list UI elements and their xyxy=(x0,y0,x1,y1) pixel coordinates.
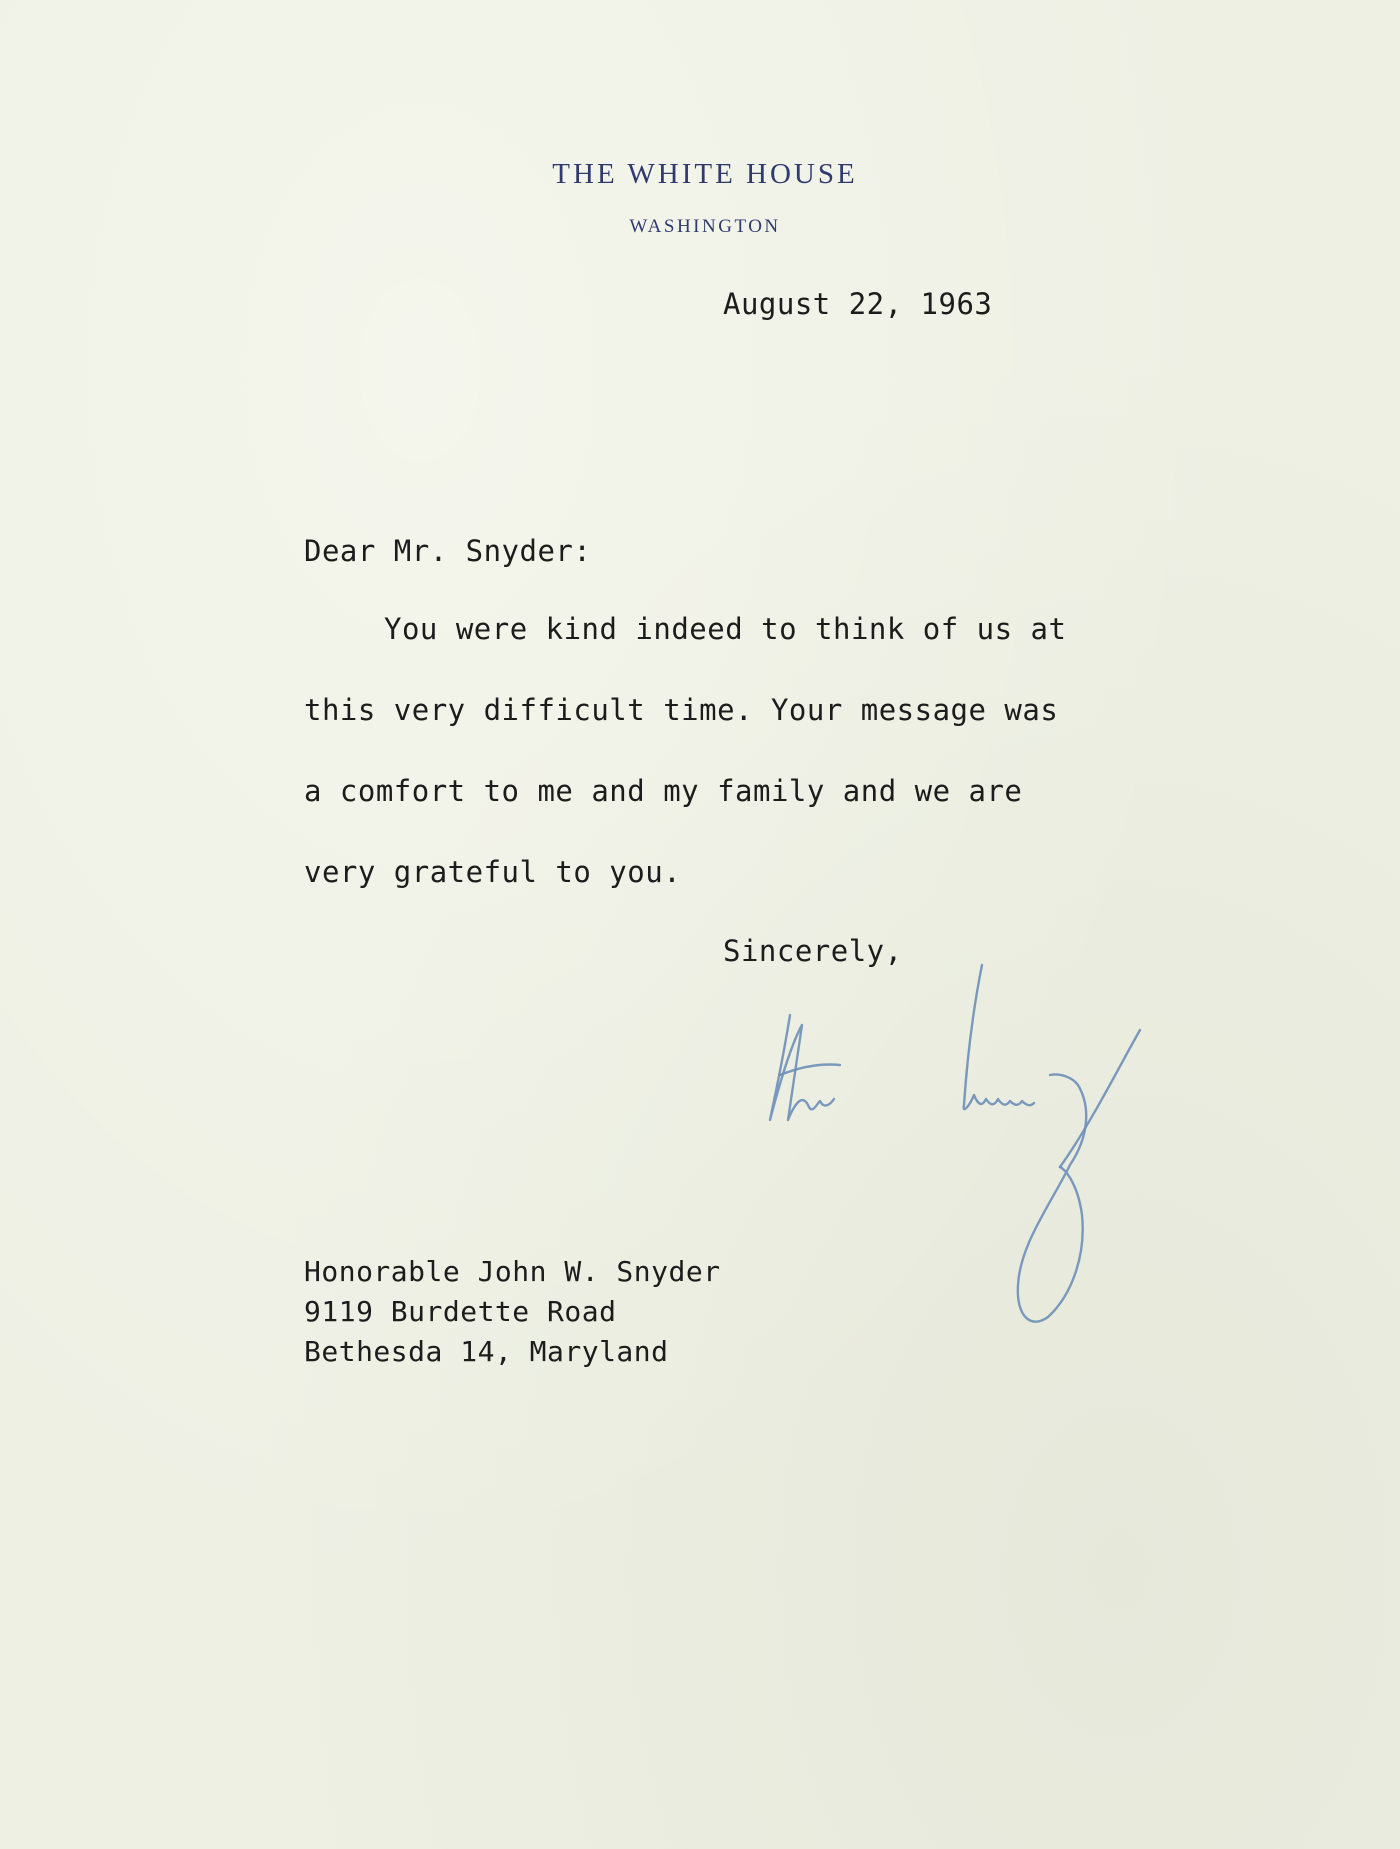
recipient-city: Bethesda 14, Maryland xyxy=(304,1335,669,1368)
salutation: Dear Mr. Snyder: xyxy=(304,534,592,568)
letterhead-title: THE WHITE HOUSE xyxy=(552,158,858,190)
body-line-4: very grateful to you. xyxy=(304,855,682,889)
body-line-1: You were kind indeed to think of us at xyxy=(384,612,1067,646)
body-line-2: this very difficult time. Your message was xyxy=(304,693,1059,727)
recipient-name: Honorable John W. Snyder xyxy=(304,1255,721,1288)
handwritten-signature xyxy=(760,955,1160,1345)
body-line-3: a comfort to me and my family and we are xyxy=(304,774,1023,808)
letter-date: August 22, 1963 xyxy=(723,287,993,321)
recipient-street: 9119 Burdette Road xyxy=(304,1295,617,1328)
letterhead-city: WASHINGTON xyxy=(629,216,781,237)
closing: Sincerely, xyxy=(723,934,903,968)
